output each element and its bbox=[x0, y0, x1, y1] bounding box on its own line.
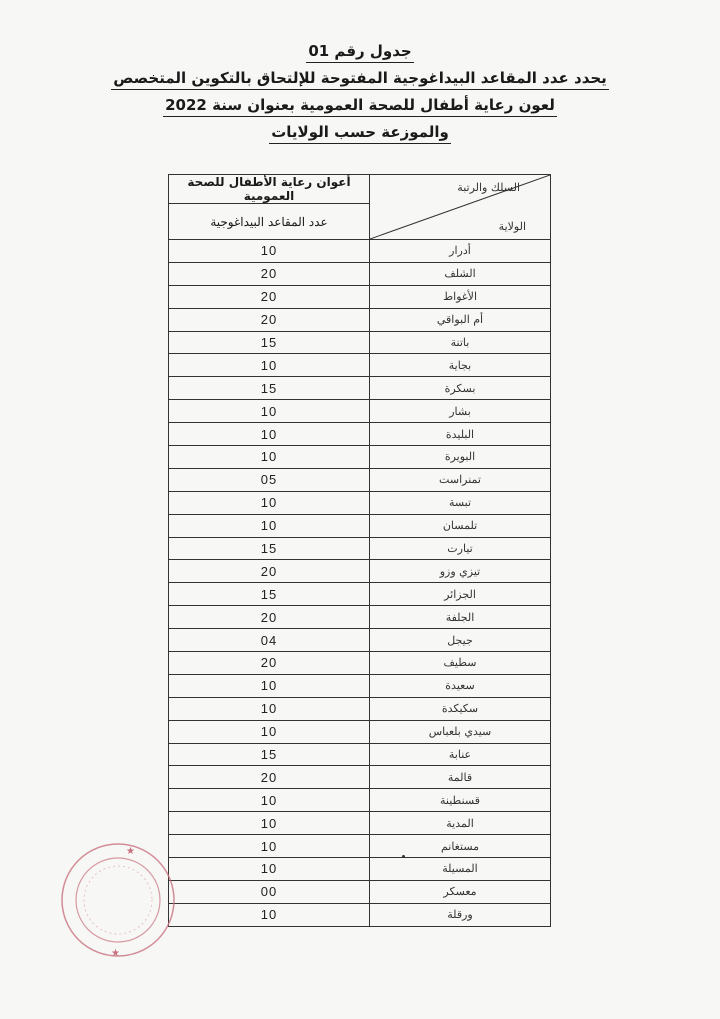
header-row bbox=[169, 175, 551, 204]
table-row bbox=[169, 446, 551, 469]
table-row bbox=[169, 491, 551, 514]
table-row bbox=[169, 606, 551, 629]
seats-cell: 10 bbox=[169, 903, 370, 926]
seats-cell: 10 bbox=[169, 446, 370, 469]
wilaya-cell: بسكرة bbox=[370, 377, 551, 400]
seats-cell: 15 bbox=[169, 377, 370, 400]
table-row bbox=[169, 285, 551, 308]
seats-cell: 20 bbox=[169, 308, 370, 331]
table-row bbox=[169, 583, 551, 606]
table-row bbox=[169, 400, 551, 423]
wilaya-cell: أدرار bbox=[370, 240, 551, 263]
wilaya-cell: تبسة bbox=[370, 491, 551, 514]
seats-cell: 10 bbox=[169, 812, 370, 835]
wilaya-cell: الشلف bbox=[370, 262, 551, 285]
table-row bbox=[169, 308, 551, 331]
table-row bbox=[169, 720, 551, 743]
title-line-2: لعون رعاية أطفال للصحة العمومية بعنوان سنة 2022 bbox=[163, 94, 557, 117]
table-row bbox=[169, 262, 551, 285]
wilaya-cell: سكيكدة bbox=[370, 697, 551, 720]
table-row bbox=[169, 766, 551, 789]
seats-cell: 10 bbox=[169, 400, 370, 423]
wilaya-cell: المدية bbox=[370, 812, 551, 835]
table-row bbox=[169, 880, 551, 903]
table-row bbox=[169, 423, 551, 446]
wilaya-cell: بجاية bbox=[370, 354, 551, 377]
table-row bbox=[169, 858, 551, 881]
seats-cell: 15 bbox=[169, 583, 370, 606]
seats-cell: 10 bbox=[169, 858, 370, 881]
svg-text:★: ★ bbox=[126, 846, 135, 857]
column-subtitle: عدد المقاعد البيداغوجية bbox=[169, 204, 370, 240]
document-header bbox=[0, 40, 720, 148]
wilaya-cell: الأغواط bbox=[370, 285, 551, 308]
table-row bbox=[169, 697, 551, 720]
ink-dot bbox=[402, 855, 405, 858]
table-row bbox=[169, 240, 551, 263]
wilaya-cell: باتنة bbox=[370, 331, 551, 354]
svg-text:★: ★ bbox=[111, 948, 120, 959]
seats-cell: 10 bbox=[169, 789, 370, 812]
table-row bbox=[169, 789, 551, 812]
wilaya-cell: عنابة bbox=[370, 743, 551, 766]
seats-cell: 15 bbox=[169, 743, 370, 766]
seats-cell: 10 bbox=[169, 514, 370, 537]
table-row bbox=[169, 514, 551, 537]
seats-cell: 15 bbox=[169, 537, 370, 560]
diagonal-header-cell bbox=[370, 175, 551, 240]
table-row bbox=[169, 812, 551, 835]
wilaya-cell: مستغانم bbox=[370, 835, 551, 858]
table-row bbox=[169, 331, 551, 354]
seats-cell: 15 bbox=[169, 331, 370, 354]
seats-cell: 10 bbox=[169, 240, 370, 263]
wilaya-cell: قالمة bbox=[370, 766, 551, 789]
table-row bbox=[169, 468, 551, 491]
seats-cell: 20 bbox=[169, 766, 370, 789]
wilaya-cell: الجزائر bbox=[370, 583, 551, 606]
seats-cell: 04 bbox=[169, 629, 370, 652]
corps-grade-label: السلك والرتبة bbox=[457, 181, 520, 194]
title-line-1: يحدد عدد المقاعد البيداغوجية المفتوحة للإلتحاق بالتكوين المتخصص bbox=[111, 67, 609, 90]
seats-cell: 00 bbox=[169, 880, 370, 903]
wilaya-cell: قسنطينة bbox=[370, 789, 551, 812]
wilaya-cell: سعيدة bbox=[370, 674, 551, 697]
column-title: أعوان رعاية الأطفال للصحة العمومية bbox=[169, 175, 370, 204]
table-row bbox=[169, 652, 551, 675]
table-row bbox=[169, 674, 551, 697]
wilaya-cell: الجلفة bbox=[370, 606, 551, 629]
wilaya-cell: بشار bbox=[370, 400, 551, 423]
table-row bbox=[169, 903, 551, 926]
wilaya-cell: سيدي بلعباس bbox=[370, 720, 551, 743]
table-row bbox=[169, 377, 551, 400]
wilaya-cell: ورقلة bbox=[370, 903, 551, 926]
seats-cell: 20 bbox=[169, 285, 370, 308]
seats-cell: 05 bbox=[169, 468, 370, 491]
wilaya-cell: البليدة bbox=[370, 423, 551, 446]
wilaya-cell: جيجل bbox=[370, 629, 551, 652]
seats-cell: 10 bbox=[169, 423, 370, 446]
seats-cell: 20 bbox=[169, 262, 370, 285]
seats-cell: 20 bbox=[169, 606, 370, 629]
table-row bbox=[169, 835, 551, 858]
seats-cell: 10 bbox=[169, 491, 370, 514]
seats-cell: 20 bbox=[169, 560, 370, 583]
seats-cell: 10 bbox=[169, 835, 370, 858]
seats-cell: 20 bbox=[169, 652, 370, 675]
seats-table bbox=[168, 174, 551, 927]
wilaya-cell: تمنراست bbox=[370, 468, 551, 491]
table-row bbox=[169, 629, 551, 652]
wilaya-label: الولاية bbox=[498, 220, 526, 233]
seats-cell: 10 bbox=[169, 674, 370, 697]
wilaya-cell: أم البواقي bbox=[370, 308, 551, 331]
wilaya-cell: تيارت bbox=[370, 537, 551, 560]
table-number-title: جدول رقم 01 bbox=[306, 40, 413, 63]
wilaya-cell: البويرة bbox=[370, 446, 551, 469]
table-row bbox=[169, 560, 551, 583]
table-row bbox=[169, 743, 551, 766]
table-row bbox=[169, 537, 551, 560]
seats-cell: 10 bbox=[169, 354, 370, 377]
title-line-3: والموزعة حسب الولايات bbox=[269, 121, 451, 144]
wilaya-cell: تلمسان bbox=[370, 514, 551, 537]
wilaya-cell: معسكر bbox=[370, 880, 551, 903]
wilaya-cell: المسيلة bbox=[370, 858, 551, 881]
seats-cell: 10 bbox=[169, 697, 370, 720]
seats-cell: 10 bbox=[169, 720, 370, 743]
official-stamp bbox=[58, 840, 178, 960]
wilaya-cell: تيزي وزو bbox=[370, 560, 551, 583]
table-row bbox=[169, 354, 551, 377]
wilaya-cell: سطيف bbox=[370, 652, 551, 675]
